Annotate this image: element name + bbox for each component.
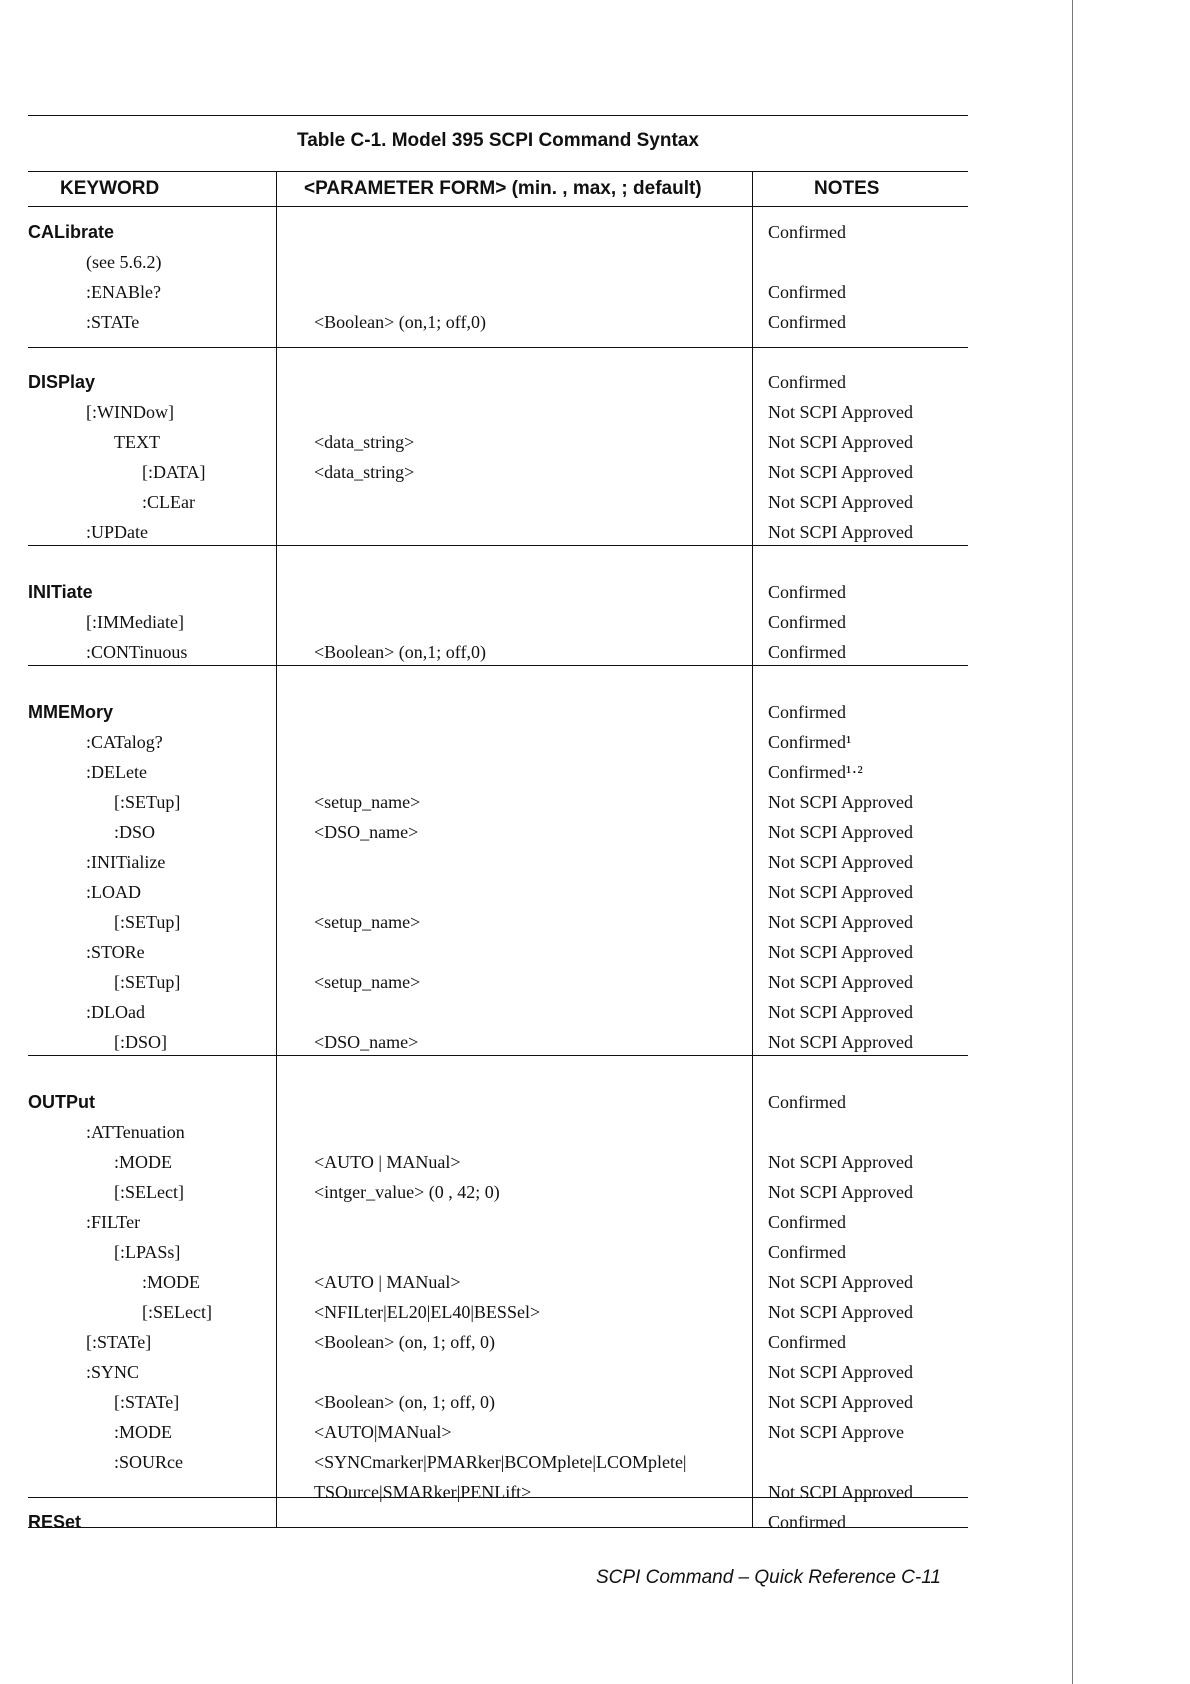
notes-cell: Confirmed¹·² [768, 762, 863, 782]
notes-cell: Not SCPI Approved [768, 522, 914, 542]
parameter-form: <data_string> [314, 462, 415, 482]
table-row [0, 1507, 1190, 1537]
table-row [0, 637, 1190, 667]
notes-cell: Not SCPI Approved [768, 1272, 914, 1292]
table-row [0, 787, 1190, 817]
parameter-form: <AUTO|MANual> [314, 1422, 452, 1442]
table-row [0, 847, 1190, 877]
table-row [0, 247, 1190, 277]
table-row [0, 907, 1190, 937]
command-keyword: [:IMMediate] [86, 612, 184, 632]
table-row [0, 1147, 1190, 1177]
command-keyword: :ENABle? [86, 282, 161, 302]
command-group-keyword: CALibrate [28, 222, 115, 242]
table-top-rule [28, 115, 968, 116]
command-keyword: :CLEar [142, 492, 195, 512]
notes-cell: Confirmed [768, 642, 846, 662]
header-top-rule [28, 171, 968, 172]
command-keyword: :DELete [86, 762, 147, 782]
notes-cell: Confirmed [768, 312, 846, 332]
table-row [0, 877, 1190, 907]
notes-cell: Confirmed [768, 702, 846, 722]
table-row [0, 817, 1190, 847]
parameter-form: <AUTO | MANual> [314, 1272, 461, 1292]
command-keyword: :ATTenuation [86, 1122, 185, 1142]
table-row [0, 217, 1190, 247]
notes-cell: Confirmed¹ [768, 732, 852, 752]
table-row [0, 487, 1190, 517]
parameter-form: <DSO_name> [314, 1032, 419, 1052]
parameter-form: <NFILter|EL20|EL40|BESSel> [314, 1302, 541, 1322]
notes-cell: Confirmed [768, 582, 846, 602]
notes-cell: Not SCPI Approved [768, 882, 914, 902]
table-row [0, 1297, 1190, 1327]
command-keyword: :STORe [86, 942, 145, 962]
notes-cell: Confirmed [768, 1242, 846, 1262]
table-caption: Table C-1. Model 395 SCPI Command Syntax [297, 130, 699, 151]
parameter-form: <Boolean> (on, 1; off, 0) [314, 1392, 495, 1412]
command-keyword: [:SELect] [114, 1182, 184, 1202]
header-bottom-rule [28, 206, 968, 207]
command-keyword: :CONTinuous [86, 642, 188, 662]
command-keyword: [:SETup] [114, 972, 181, 992]
notes-cell: Not SCPI Approved [768, 402, 914, 422]
notes-cell: Not SCPI Approved [768, 1002, 914, 1022]
command-group-keyword: RESet [28, 1512, 82, 1532]
command-keyword: [:SETup] [114, 912, 181, 932]
notes-cell: Not SCPI Approved [768, 1032, 914, 1052]
table-row [0, 1027, 1190, 1057]
notes-cell: Not SCPI Approved [768, 822, 914, 842]
parameter-form: <setup_name> [314, 912, 421, 932]
command-keyword: :SYNC [86, 1362, 140, 1382]
table-row [0, 427, 1190, 457]
notes-cell: Confirmed [768, 1332, 846, 1352]
command-keyword: :MODE [114, 1422, 172, 1442]
section-rule-calibrate [28, 347, 968, 348]
command-group-keyword: OUTPut [28, 1092, 95, 1112]
parameter-form: TSOurce|SMARker|PENLift> [314, 1482, 532, 1502]
header-parameter: <PARAMETER FORM> (min. , max, ; default) [304, 178, 702, 199]
command-keyword: [:STATe] [114, 1392, 180, 1412]
table-row [0, 1087, 1190, 1117]
command-keyword: [:DSO] [114, 1032, 167, 1052]
table-row [0, 397, 1190, 427]
notes-cell: Confirmed [768, 1512, 846, 1532]
parameter-form: <intger_value> (0 , 42; 0) [314, 1182, 500, 1202]
notes-cell: Not SCPI Approved [768, 1152, 914, 1172]
command-keyword: :FILTer [86, 1212, 141, 1232]
table-row [0, 307, 1190, 337]
parameter-form: <data_string> [314, 432, 415, 452]
command-keyword: [:STATe] [86, 1332, 152, 1352]
table-row [0, 727, 1190, 757]
command-keyword: [:LPASs] [114, 1242, 181, 1262]
parameter-form: <DSO_name> [314, 822, 419, 842]
table-row [0, 697, 1190, 727]
table-row [0, 607, 1190, 637]
table-row [0, 1117, 1190, 1147]
notes-cell: Confirmed [768, 1212, 846, 1232]
command-group-keyword: DISPlay [28, 372, 96, 392]
parameter-form: <AUTO | MANual> [314, 1152, 461, 1172]
table-row [0, 1357, 1190, 1387]
table-row [0, 1387, 1190, 1417]
command-keyword: :MODE [142, 1272, 200, 1292]
command-keyword: :LOAD [86, 882, 141, 902]
notes-cell: Not SCPI Approved [768, 1182, 914, 1202]
table-row [0, 1267, 1190, 1297]
notes-cell: Not SCPI Approved [768, 972, 914, 992]
command-keyword: :INITialize [86, 852, 166, 872]
command-keyword: :STATe [86, 312, 140, 332]
table-row [0, 967, 1190, 997]
notes-cell: Confirmed [768, 282, 846, 302]
notes-cell: Not SCPI Approved [768, 1392, 914, 1412]
table-row [0, 1177, 1190, 1207]
command-keyword: [:WINDow] [86, 402, 174, 422]
header-notes: NOTES [814, 178, 880, 199]
notes-cell: Not SCPI Approved [768, 1482, 914, 1502]
table-row [0, 757, 1190, 787]
table-row [0, 937, 1190, 967]
table-row [0, 1447, 1190, 1477]
command-keyword: :CATalog? [86, 732, 163, 752]
notes-cell: Not SCPI Approved [768, 942, 914, 962]
command-keyword: TEXT [114, 432, 160, 452]
notes-cell: Confirmed [768, 612, 846, 632]
table-row [0, 367, 1190, 397]
table-row [0, 1207, 1190, 1237]
command-keyword: [:DATA] [142, 462, 206, 482]
notes-cell: Not SCPI Approved [768, 852, 914, 872]
parameter-form: <Boolean> (on,1; off,0) [314, 642, 486, 662]
notes-cell: Not SCPI Approved [768, 462, 914, 482]
parameter-form: <SYNCmarker|PMARker|BCOMplete|LCOMplete| [314, 1452, 687, 1472]
notes-cell: Not SCPI Approved [768, 492, 914, 512]
header-keyword: KEYWORD [60, 178, 160, 199]
notes-cell: Not SCPI Approved [768, 792, 914, 812]
command-keyword: [:SELect] [142, 1302, 212, 1322]
table-row [0, 577, 1190, 607]
command-keyword: :DSO [114, 822, 156, 842]
table-row [0, 277, 1190, 307]
parameter-form: <Boolean> (on,1; off,0) [314, 312, 486, 332]
command-keyword: (see 5.6.2) [86, 252, 162, 272]
table-row [0, 1327, 1190, 1357]
parameter-form: <Boolean> (on, 1; off, 0) [314, 1332, 495, 1352]
table-row [0, 1477, 1190, 1507]
command-keyword: :DLOad [86, 1002, 145, 1022]
command-keyword: [:SETup] [114, 792, 181, 812]
notes-cell: Not SCPI Approved [768, 1302, 914, 1322]
table-row [0, 997, 1190, 1027]
command-keyword: :MODE [114, 1152, 172, 1172]
page-footer: SCPI Command – Quick Reference C-11 [596, 1567, 941, 1588]
command-keyword: :SOURce [114, 1452, 183, 1472]
parameter-form: <setup_name> [314, 792, 421, 812]
notes-cell: Not SCPI Approved [768, 432, 914, 452]
notes-cell: Confirmed [768, 372, 846, 392]
notes-cell: Not SCPI Approved [768, 1362, 914, 1382]
command-keyword: :UPDate [86, 522, 148, 542]
command-group-keyword: MMEMory [28, 702, 113, 722]
notes-cell: Not SCPI Approved [768, 912, 914, 932]
command-group-keyword: INITiate [28, 582, 93, 602]
parameter-form: <setup_name> [314, 972, 421, 992]
notes-cell: Confirmed [768, 222, 846, 242]
table-row [0, 1417, 1190, 1447]
notes-cell: Not SCPI Approve [768, 1422, 905, 1442]
notes-cell: Confirmed [768, 1092, 846, 1112]
table-row [0, 457, 1190, 487]
table-row [0, 1237, 1190, 1267]
table-row [0, 517, 1190, 547]
